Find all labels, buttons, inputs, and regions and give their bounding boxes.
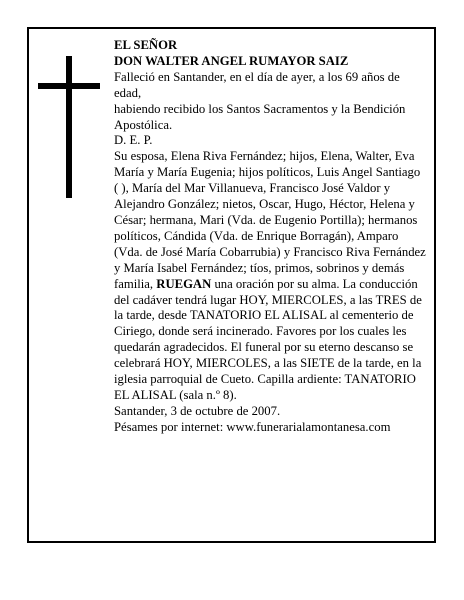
sacraments-statement: habiendo recibido los Santos Sacramentos y la Bendición Apostólica. [114, 101, 406, 132]
obituary-text [114, 38, 426, 436]
condolences-line: Pésames por internet: www.funerarialamontanesa.com [114, 419, 391, 434]
family-list: Su esposa, Elena Riva Fernández; hijos, Elena, Walter, Eva María y María Eugenia; hijos políticos, Luis Angel Santiago ( ), María del Mar Villanueva, Francisco José Valdor y Alejandro González; nietos, Oscar, Hugo, Héctor, Helena y César; hermana, Mari (Vda. de Eugenio Portilla); hermanos políticos, Cándida (Vda. de Enrique Borragán), Amparo (Vda. de José María Cobarrubia) y Francisco Riva Fernández y María Isabel Fernández; tíos, primos, sobrinos y demás familia, RUEGAN una oración por su alma. La conducción del cadáver tendrá lugar HOY, MIERCOLES, a las TRES de la tarde, desde TANATORIO EL ALISAL al cementerio de Ciriego, donde será incinerado. Favores por los cuales les quedarán agradecidos. El funeral por su eterno descanso se celebrará HOY, MIERCOLES, a las SIETE de la tarde, en la iglesia parroquial de Cueto. Capilla ardiente: TANATORIO EL ALISAL (sala n.º 8). [114, 149, 426, 402]
ceremony-details: una oración por su alma. La conducción del cadáver tendrá lugar HOY, MIERCOLES, a las TRES de la tarde, desde TANATORIO EL ALISAL al cementerio de Ciriego, donde será incinerado. Favores por los cuales les quedarán agradecidos. El funeral por su eterno descanso se celebrará HOY, MIERCOLES, a las SIETE de la tarde, en la iglesia parroquial de Cueto. Capilla ardiente: TANATORIO EL ALISAL (sala n.º 8). [114, 276, 422, 402]
cross-icon-bar [38, 83, 100, 89]
notice-date: Santander, 3 de octubre de 2007. [114, 403, 281, 418]
cross-icon [66, 56, 72, 198]
deceased-name: DON WALTER ANGEL RUMAYOR SAIZ [114, 53, 349, 68]
death-statement: Falleció en Santander, en el día de ayer, a los 69 años de edad, [114, 69, 400, 100]
rip-abbreviation: D. E. P. [114, 133, 153, 148]
pray-bold: RUEGAN [156, 276, 212, 291]
heading: EL SEÑOR [114, 38, 178, 52]
